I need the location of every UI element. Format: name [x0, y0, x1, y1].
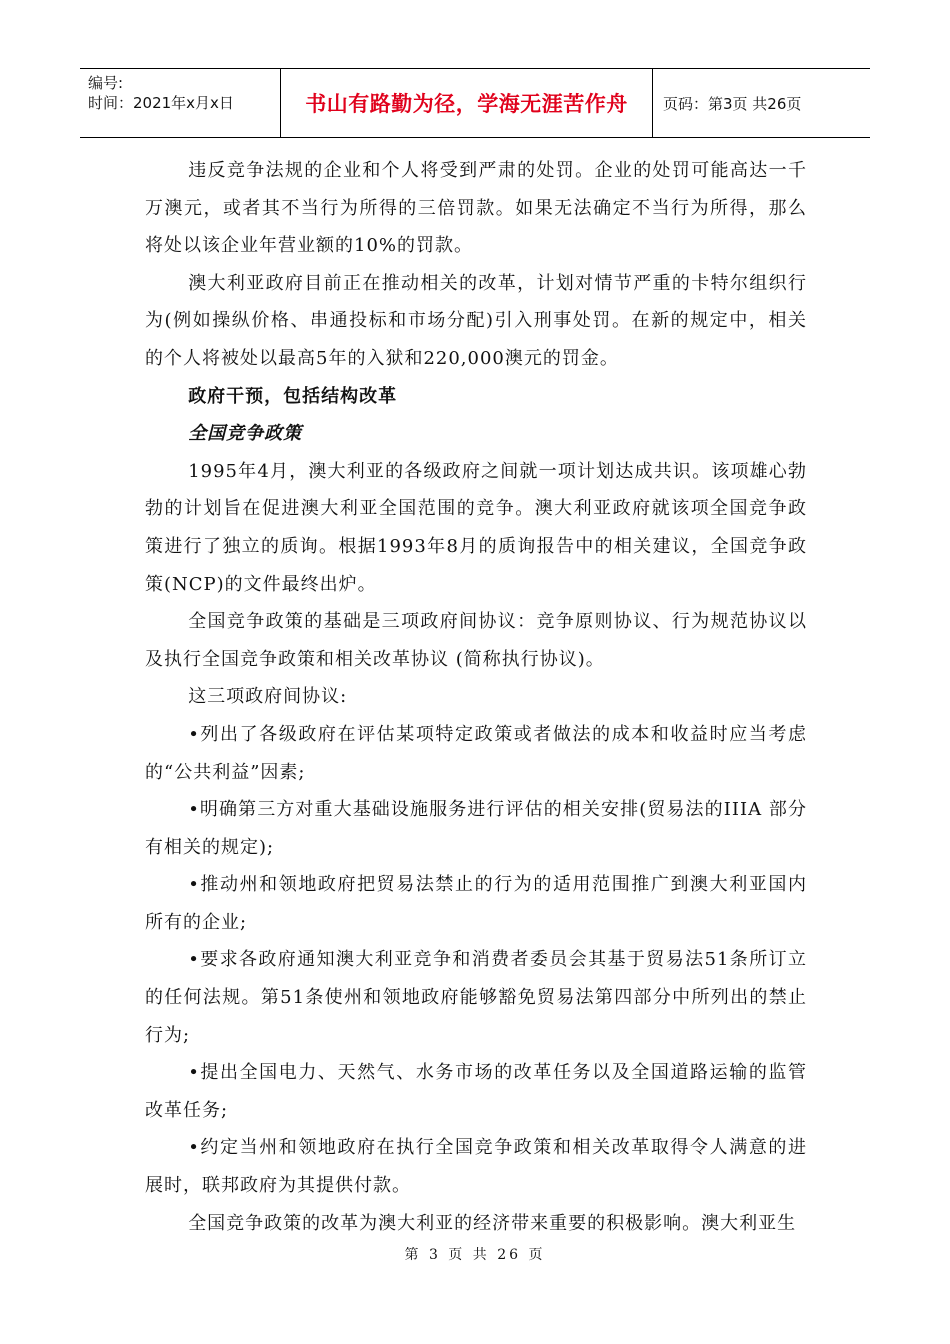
header-page-info: 页码：第3页 共26页 [663, 94, 802, 113]
paragraph-penalties: 违反竞争法规的企业和个人将受到严肃的处罚。企业的处罚可能高达一千万澳元，或者其不当行为所得的三倍罚款。如果无法确定不当行为所得，那么将处以该企业年营业额的10%的罚款。 [145, 160, 807, 257]
header-meta [80, 69, 281, 137]
list-item: •要求各政府通知澳大利亚竞争和消费者委员会其基于贸易法51条所订立的任何法规。第51条使州和领地政府能够豁免贸易法第四部分中所列出的禁止行为; [145, 949, 807, 1046]
list-item: •列出了各级政府在评估某项特定政策或者做法的成本和收益时应当考虑的“公共利益”因素; [145, 723, 807, 783]
paragraph-agreements-intro: 这三项政府间协议: [188, 686, 348, 708]
document-date: 时间：2021年x月x日 [88, 94, 234, 112]
list-item: •明确第三方对重大基础设施服务进行评估的相关安排(贸易法的IIIA 部分有相关的规定); [145, 799, 807, 858]
page-header [80, 68, 870, 138]
document-body [145, 152, 807, 1242]
header-motto-cell [281, 69, 653, 137]
list-item: •提出全国电力、天然气、水务市场的改革任务以及全国道路运输的监管改革任务; [145, 1062, 807, 1121]
paragraph-ncp-impact: 全国竞争政策的改革为澳大利亚的经济带来重要的积极影响。澳大利亚生 [188, 1212, 797, 1234]
paragraph-reform: 澳大利亚政府目前正在推动相关的改革，计划对情节严重的卡特尔组织行为(例如操纵价格、串通投标和市场分配)引入刑事处罚。在新的规定中，相关的个人将被处以最高5年的入狱和220,000澳元的罚金。 [145, 272, 807, 369]
section-heading: 政府干预，包括结构改革 [188, 385, 398, 407]
paragraph-ncp-origin: 1995年4月，澳大利亚的各级政府之间就一项计划达成共识。该项雄心勃勃的计划旨在促进澳大利亚全国范围的竞争。澳大利亚政府就该项全国竞争政策进行了独立的质询。根据1993年8月的质询报告中的相关建议，全国竞争政策(NCP)的文件最终出炉。 [145, 460, 807, 595]
document-number: 编号: [88, 74, 124, 92]
header-motto: 书山有路勤为径，学海无涯苦作舟 [305, 92, 628, 116]
subsection-heading: 全国竞争政策 [188, 423, 303, 445]
page-footer: 第 3 页 共 26 页 [404, 1247, 546, 1263]
paragraph-ncp-basis: 全国竞争政策的基础是三项政府间协议：竞争原则协议、行为规范协议以及执行全国竞争政策和相关改革协议 (简称执行协议)。 [145, 611, 807, 670]
list-item: •约定当州和领地政府在执行全国竞争政策和相关改革取得令人满意的进展时，联邦政府为其提供付款。 [145, 1137, 807, 1197]
list-item: •推动州和领地政府把贸易法禁止的行为的适用范围推广到澳大利亚国内所有的企业; [145, 874, 807, 933]
